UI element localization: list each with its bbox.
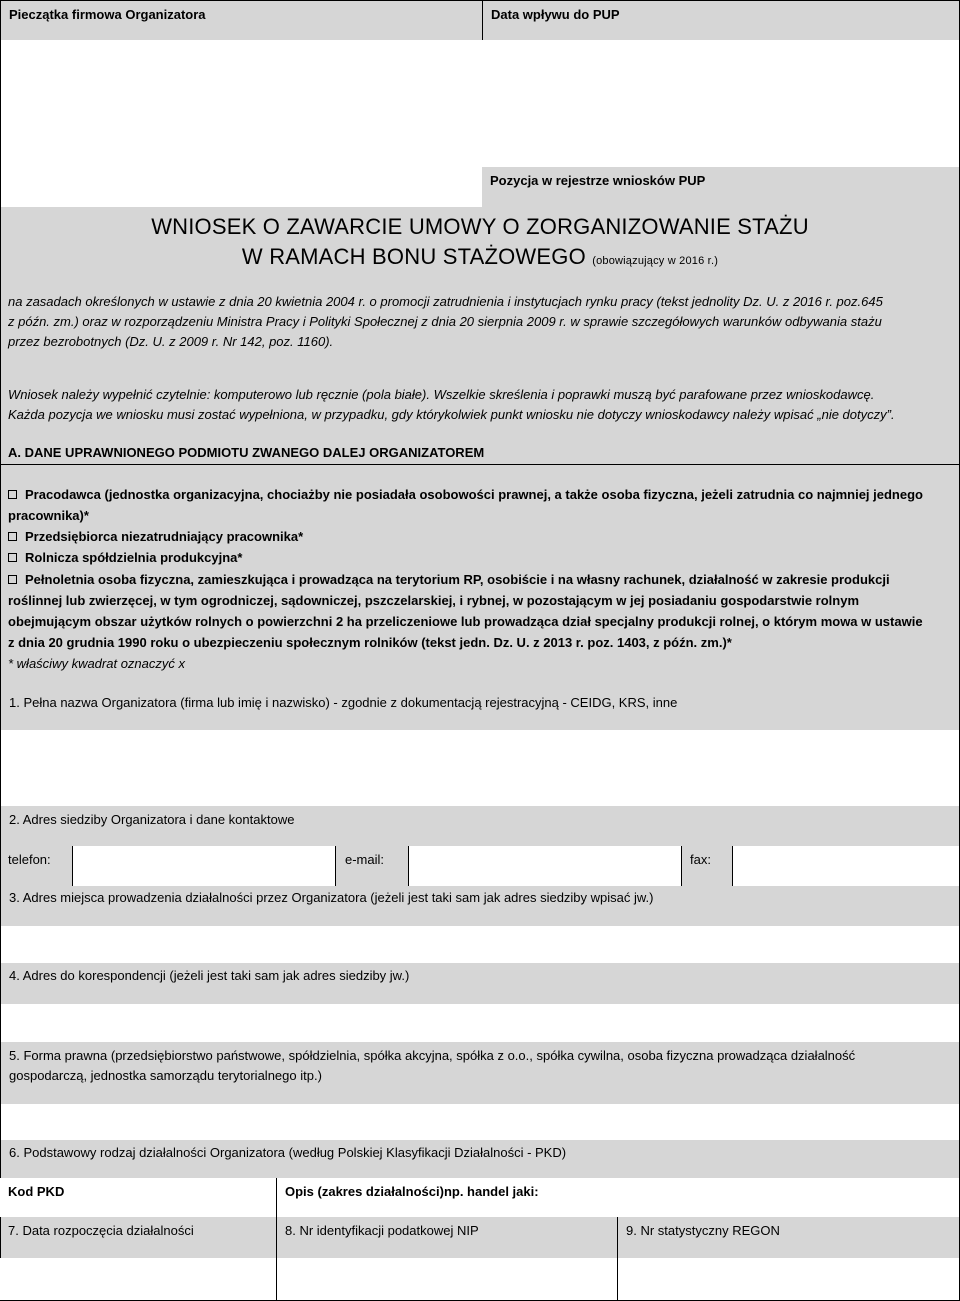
option-farmer-text-4: z dnia 20 grudnia 1990 roku o ubezpieczeniu społecznym rolników (tekst jedn. Dz. U. z 2013 r. poz. 1403, z późn. zm.)* [8,635,732,650]
checkbox-entrepreneur[interactable] [8,532,17,541]
legal-basis [8,292,952,352]
field-6-label: 6. Podstawowy rodzaj działalności Organizatora (według Polskiej Klasyfikacji Działalności - PKD) [9,1145,567,1160]
legal-form-field[interactable] [0,1104,960,1141]
phone-label: telefon: [8,852,51,867]
field-5-label-cell [0,1042,960,1105]
checkbox-cooperative[interactable] [8,553,17,562]
option-cooperative[interactable] [8,547,952,568]
section-a-heading: A. DANE UPRAWNIONEGO PODMIOTU ZWANEGO DALEJ ORGANIZATOREM [8,445,485,460]
option-cooperative-text: Rolnicza spółdzielnia produkcyjna* [25,550,243,565]
option-employer-text-2: pracownika)* [8,508,89,523]
email-input[interactable] [408,846,682,887]
field-3-label-cell [0,886,960,927]
field-4-label: 4. Adres do korespondencji (jeżeli jest taki sam jak adres siedziby jw.) [9,968,410,983]
option-farmer[interactable] [8,569,952,653]
field-9-label: 9. Nr statystyczny REGON [626,1223,780,1238]
field-6-label-cell [0,1140,960,1179]
option-entrepreneur-text: Przedsiębiorca niezatrudniający pracownika* [25,529,304,544]
field-1-label: 1. Pełna nazwa Organizatora (firma lub imię i nazwisko) - zgodnie z dokumentacją rejestracyjną - CEIDG, KRS, inne [9,695,678,710]
field-1-label-cell [0,690,960,731]
correspondence-address-field[interactable] [0,1004,960,1043]
field-5-label [1,1042,959,1092]
nip-input[interactable] [277,1258,618,1300]
instructions [8,385,952,425]
pkd-code-cell[interactable] [0,1178,277,1218]
instruction-line-1: Wniosek należy wypełnić czytelnie: komputerowo lub ręcznie (pola białe). Wszelkie skreślenia i poprawki muszą być parafowane przez wnioskodawcę. [8,387,875,402]
pkd-desc-label: Opis (zakres działalności)np. handel jaki: [285,1184,539,1199]
receipt-label-cell [482,0,960,41]
footnote: * właściwy kwadrat oznaczyć x [8,656,185,671]
register-label-cell [482,167,960,208]
option-farmer-text: Pełnoletnia osoba fizyczna, zamieszkująca i prowadząca na terytorium RP, osobiście i na własny rachunek, działalność w zakresie produkcji [25,572,890,587]
email-label: e-mail: [345,852,385,867]
field-8-label: 8. Nr identyfikacji podatkowej NIP [285,1223,479,1238]
form-title-line1: WNIOSEK O ZAWARCIE UMOWY O ZORGANIZOWANIE STAŻU [151,214,809,239]
stamp-label-cell [0,0,483,41]
pkd-desc-cell[interactable] [277,1178,960,1218]
field-3-label: 3. Adres miejsca prowadzenia działalności przez Organizatora (jeżeli jest taki sam jak adres siedziby wpisać jw.) [9,890,654,905]
fax-label: fax: [690,852,711,867]
form-title-line2: W RAMACH BONU STAŻOWEGO [241,244,586,269]
option-entrepreneur[interactable] [8,526,952,547]
field-5-label-line-2: gospodarczą, jednostka samorządu terytorialnego itp.) [9,1068,322,1083]
phone-input[interactable] [72,846,336,887]
field-9-label-cell [618,1217,960,1259]
field-5-label-line-1: 5. Forma prawna (przedsiębiorstwo państwowe, spółdzielnia, spółka akcyjna, spółka z o.o., spółka cywilna, osoba fizyczna prowadząca działalność [9,1048,856,1063]
receipt-date-field[interactable] [482,40,960,168]
form-title-note: (obowiązujący w 2016 r.) [592,255,719,267]
pkd-code-label: Kod PKD [8,1184,65,1199]
receipt-label: Data wpływu do PUP [491,7,620,22]
legal-line-2: z późn. zm.) oraz w rozporządzeniu Ministra Pracy i Polityki Społecznej z dnia 20 sierpnia 2009 r. w sprawie szczegółowych warunków odbywania stażu [8,314,882,329]
option-farmer-text-2: roślinnej lub zwierzęcej, w tym ogrodniczej, sądowniczej, pszczelarskiej, i rybnej, w pozostającym w jej posiadaniu gospodarstwie rolnym [8,593,860,608]
checkbox-employer[interactable] [8,490,17,499]
field-4-label-cell [0,963,960,1005]
business-address-field[interactable] [0,926,960,964]
option-employer-text: Pracodawca (jednostka organizacyjna, chociażby nie posiadała osobowości prawnej, a także osoba fizyczna, jeżeli zatrudnia co najmniej jednego [25,487,923,502]
start-date-input[interactable] [0,1258,277,1300]
stamp-label: Pieczątka firmowa Organizatora [9,7,206,22]
legal-line-3: przez bezrobotnych (Dz. U. z 2009 r. Nr 142, poz. 1160). [8,334,334,349]
fax-input[interactable] [732,846,960,887]
form-title-line2-wrap [0,244,960,270]
field-7-label-cell [0,1217,277,1259]
field-7-label: 7. Data rozpoczęcia działalności [8,1223,194,1238]
register-label: Pozycja w rejestrze wniosków PUP [490,173,706,188]
regon-input[interactable] [618,1258,959,1300]
option-farmer-text-3: obejmującym obszar użytków rolnych o powierzchni 2 ha przeliczeniowe lub prowadząca dział specjalny produkcji rolnej, o którym mowa w ustawie [8,614,923,629]
field-2-label: 2. Adres siedziby Organizatora i dane kontaktowe [9,812,295,827]
checkbox-farmer[interactable] [8,575,17,584]
field-8-label-cell [277,1217,618,1259]
organizer-name-field[interactable] [0,730,960,807]
stamp-field[interactable] [0,40,483,208]
field-2-label-cell [0,806,960,847]
instruction-line-2: Każda pozycja we wniosku musi zostać wypełniona, w przypadku, gdy którykolwiek punkt wniosku nie dotyczy wnioskodawcy należy wpisać „nie dotyczy”. [8,407,895,422]
legal-line-1: na zasadach określonych w ustawie z dnia 20 kwietnia 2004 r. o promocji zatrudnienia i instytucjach rynku pracy (tekst jednolity Dz. U. z 2016 r. poz.645 [8,294,883,309]
option-employer[interactable] [8,484,952,526]
